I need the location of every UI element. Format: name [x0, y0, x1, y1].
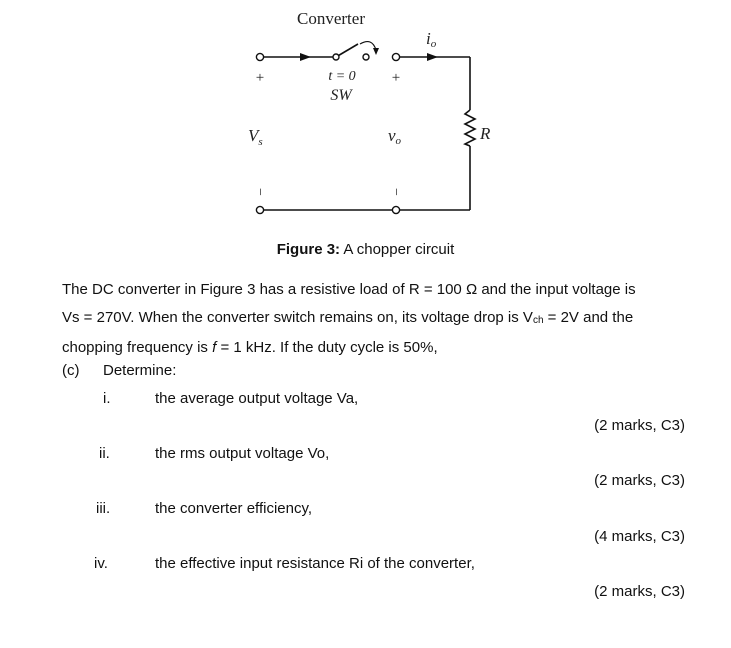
output-plus: +: [391, 70, 401, 86]
switch-time-label: t = 0: [328, 69, 356, 84]
output-voltage-label: vo: [388, 126, 402, 147]
item-marks: (2 marks, C3): [594, 472, 685, 489]
item-marks: (2 marks, C3): [594, 583, 685, 600]
question-line-2: Vs = 270V. When the converter switch remains on, its voltage drop is Vch = 2V and the: [62, 308, 634, 326]
switch-pivot: [333, 54, 339, 60]
question-line-3: chopping frequency is f = 1 kHz. If the duty cycle is 50%,: [62, 339, 438, 356]
item-marks: (2 marks, C3): [594, 417, 685, 434]
output-terminal-bottom: [392, 206, 399, 213]
question-line-1: The DC converter in Figure 3 has a resistive load of R = 100 Ω and the input voltage is: [62, 281, 636, 298]
item-text: the effective input resistance Ri of the converter,: [155, 555, 475, 572]
switch-name-label: SW: [330, 87, 352, 104]
switch-arc-arrow: [373, 48, 379, 55]
item-number: iii.: [96, 500, 111, 517]
input-terminal-top: [256, 53, 263, 60]
item-text: the converter efficiency,: [155, 500, 313, 517]
input-terminal-bottom: [256, 206, 263, 213]
load-resistor: [465, 110, 475, 146]
input-plus: +: [255, 70, 265, 86]
part-c-text: Determine:: [103, 362, 177, 379]
input-arrow: [300, 53, 311, 61]
output-terminal-top: [392, 53, 399, 60]
item-number: ii.: [99, 445, 110, 462]
output-current-label: io: [426, 29, 437, 50]
item-text: the average output voltage Va,: [155, 390, 359, 407]
question-paragraph: [62, 276, 702, 362]
switch-contact: [363, 54, 369, 60]
current-arrow: [427, 53, 438, 61]
converter-title: Converter: [297, 9, 365, 28]
item-marks: (4 marks, C3): [594, 528, 685, 545]
switch-blade: [336, 44, 358, 57]
input-minus: −: [252, 188, 267, 196]
chopper-circuit-diagram: [0, 0, 731, 240]
resistor-label: R: [480, 124, 491, 143]
output-minus: −: [388, 188, 403, 196]
item-number: iv.: [94, 555, 108, 572]
input-voltage-label: $V_s$: [248, 126, 263, 148]
item-number: i.: [103, 390, 111, 407]
figure-caption: Figure 3: A chopper circuit: [276, 241, 455, 258]
part-c-label: (c): [62, 362, 80, 379]
item-text: the rms output voltage Vo,: [155, 445, 330, 462]
